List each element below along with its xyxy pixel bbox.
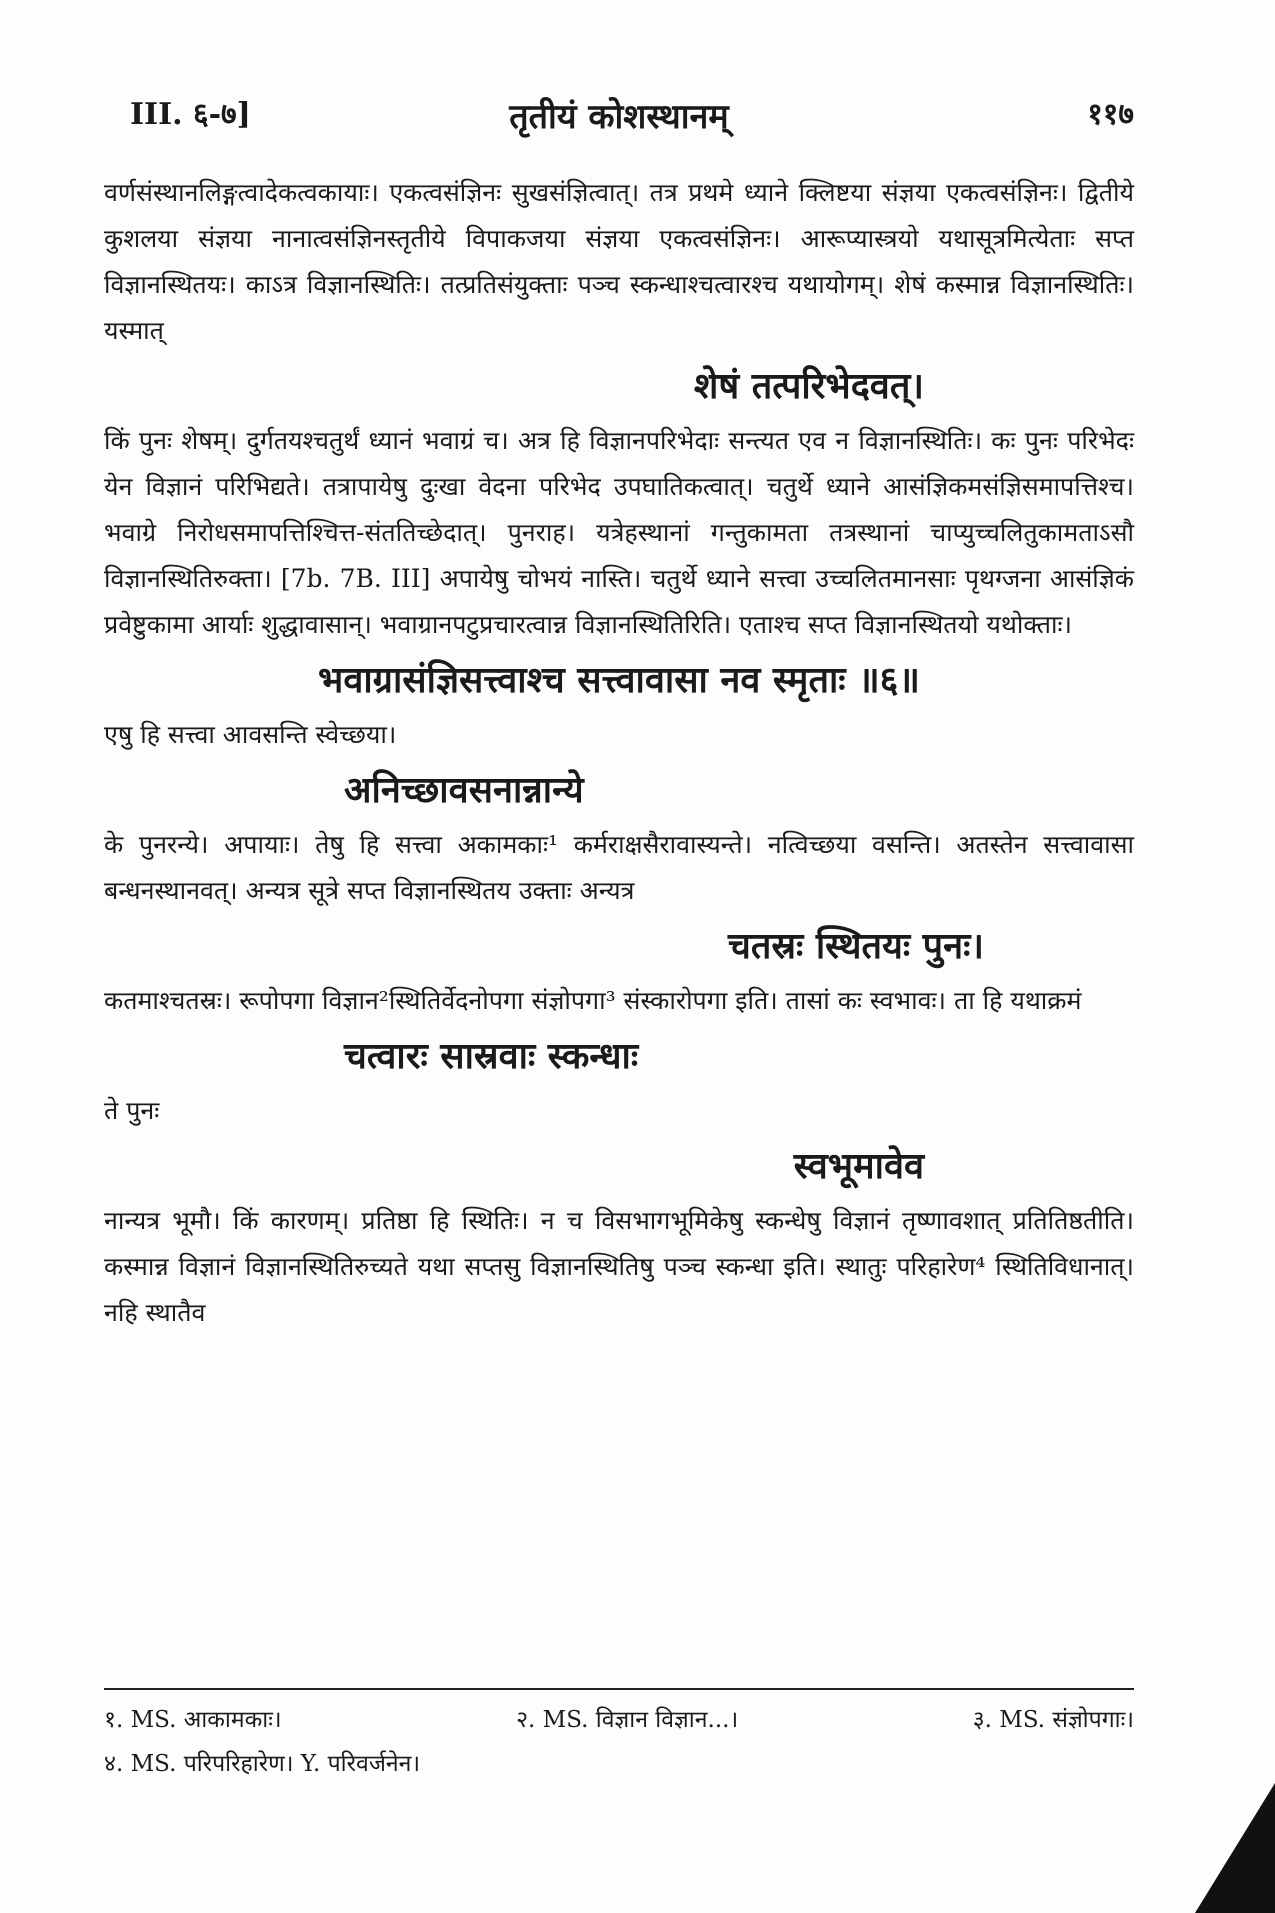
verse-6: स्वभूमावेव bbox=[793, 1145, 924, 1187]
verse-2: भवाग्रासंज्ञिसत्त्वाश्च सत्त्वावासा नव स्मृताः ॥६॥ bbox=[318, 659, 920, 701]
footnote-4: ४. MS. परिपरिहारेण। Y. परिवर्जनेन। bbox=[104, 1751, 421, 1777]
verse-3: अनिच्छावसनान्नान्ये bbox=[344, 769, 584, 811]
footnotes bbox=[104, 1698, 1134, 1786]
page-body bbox=[104, 170, 1134, 1336]
verse-5: चत्वारः सास्रवाः स्कन्धाः bbox=[344, 1035, 639, 1077]
footnote-2: २. MS. विज्ञान विज्ञान...। bbox=[516, 1707, 739, 1733]
section-reference: III. ६-७] bbox=[130, 97, 251, 132]
page-number: ११७ bbox=[1087, 97, 1134, 132]
document-page bbox=[104, 0, 1134, 1913]
paragraph-2: किं पुनः शेषम्। दुर्गतयश्चतुर्थं ध्यानं भवाग्रं च। अत्र हि विज्ञानपरिभेदाः सन्त्यत एव न विज्ञानस्थितिः। कः पुनः परिभेदः येन विज्ञानं परिभिद्यते। तत्रापायेषु दुःखा वेदना परिभेद उपघातिकत्वात्। चतुर्थे ध्याने आसंज्ञिकमसंज्ञिसमापत्तिश्च। भवाग्रे निरोधसमापत्तिश्चित्त-संततिच्छेदात्। पुनराह। यत्रेहस्थानां गन्तुकामता तत्रस्थानां चाप्युच्चलितुकामताऽसौ विज्ञानस्थितिरुक्ता। [7b. 7B. III] अपायेषु चोभयं नास्ति। चतुर्थे ध्याने सत्त्वा उच्चलितमानसाः पृथग्जना आसंज्ञिकं प्रवेष्टुकामा आर्याः शुद्धावासान्। भवाग्रानपटुप्रचारत्वान्न विज्ञानस्थितिरिति। एताश्च सप्त विज्ञानस्थितयो यथोक्ताः। bbox=[104, 426, 1134, 639]
footnote-row-2 bbox=[104, 1742, 1134, 1786]
page-title: तृतीयं कोशस्थानम् bbox=[509, 97, 729, 137]
scan-corner-shadow bbox=[1195, 1783, 1275, 1913]
paragraph-1: वर्णसंस्थानलिङ्गत्वादेकत्वकायाः। एकत्वसंज्ञिनः सुखसंज्ञित्वात्। तत्र प्रथमे ध्याने क्लिष्टया संज्ञया एकत्वसंज्ञिनः। द्वितीये कुशलया संज्ञया नानात्वसंज्ञिनस्तृतीये विपाकजया संज्ञया एकत्वसंज्ञिनः। आरूप्यास्त्रयो यथासूत्रमित्येताः सप्त विज्ञानस्थितयः। काऽत्र विज्ञानस्थितिः। तत्प्रतिसंयुक्ताः पञ्च स्कन्धाश्चत्वारश्च यथायोगम्। शेषं कस्मान्न विज्ञानस्थितिः। यस्मात् bbox=[104, 178, 1134, 345]
paragraph-3: एषु हि सत्त्वा आवसन्ति स्वेच्छया। bbox=[104, 720, 397, 749]
paragraph-5: कतमाश्चतस्रः। रूपोपगा विज्ञान²स्थितिर्वेदनोपगा संज्ञोपगा³ संस्कारोपगा इति। तासां कः स्वभावः। ता हि यथाक्रमं bbox=[104, 986, 1082, 1015]
paragraph-6: ते पुनः bbox=[104, 1096, 160, 1125]
footnote-row-1 bbox=[104, 1698, 1134, 1742]
paragraph-7: नान्यत्र भूमौ। किं कारणम्। प्रतिष्ठा हि स्थितिः। न च विसभागभूमिकेषु स्कन्धेषु विज्ञानं तृष्णावशात् प्रतितिष्ठतीति। कस्मान्न विज्ञानं विज्ञानस्थितिरुच्यते यथा सप्तसु विज्ञानस्थितिषु पञ्च स्कन्धा इति। स्थातुः परिहारेण⁴ स्थितिविधानात्। नहि स्थातैव bbox=[104, 1206, 1134, 1327]
verse-1: शेषं तत्परिभेदवत्। bbox=[693, 365, 924, 407]
paragraph-4: के पुनरन्ये। अपायाः। तेषु हि सत्त्वा अकामकाः¹ कर्मराक्षसैरावास्यन्ते। नत्विच्छया वसन्ति। अतस्तेन सत्त्वावासा बन्धनस्थानवत्। अन्यत्र सूत्रे सप्त विज्ञानस्थितय उक्ताः अन्यत्र bbox=[104, 830, 1134, 905]
footnote-3: ३. MS. संज्ञोपगाः। bbox=[972, 1707, 1134, 1733]
footnote-1: १. MS. आकामकाः। bbox=[104, 1707, 282, 1733]
verse-4: चतस्रः स्थितयः पुनः। bbox=[727, 925, 984, 967]
footnote-divider bbox=[104, 1688, 1134, 1690]
page-header bbox=[104, 92, 1134, 142]
